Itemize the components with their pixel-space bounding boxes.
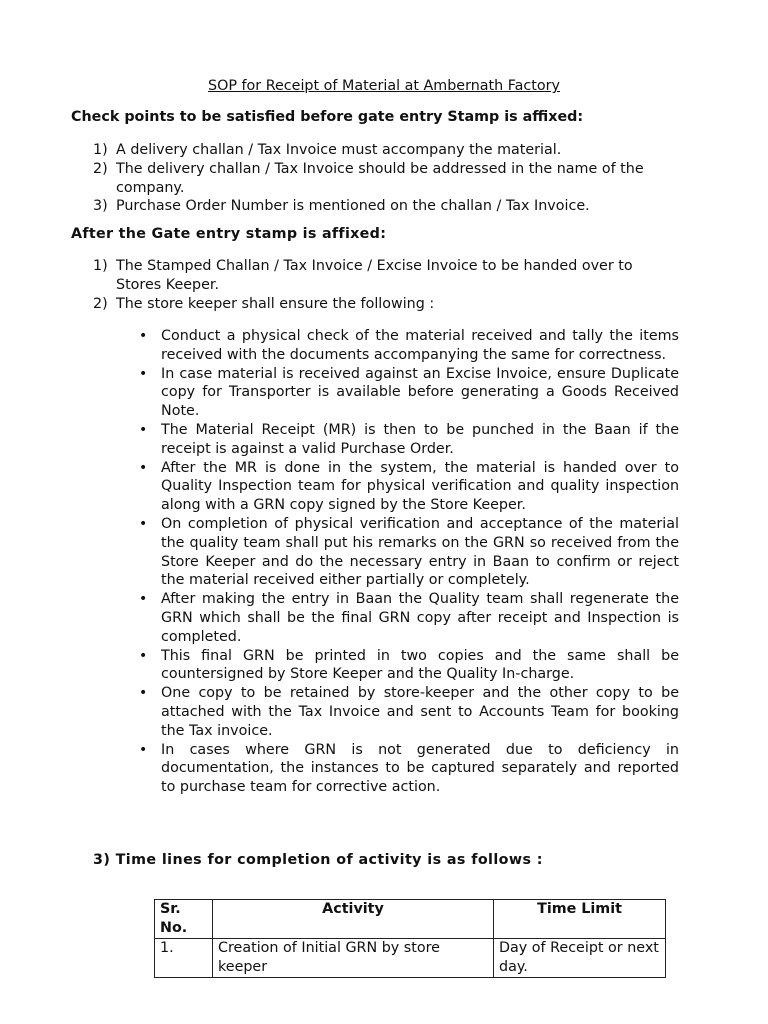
bullet-icon: •	[139, 459, 148, 476]
bullet-text: The Material Receipt (MR) is then to be punched in the Baan if the receipt is against a valid Purchase Order.	[161, 421, 679, 457]
cell-sr-no: 1.	[155, 939, 213, 978]
column-header-activity: Activity	[213, 900, 494, 939]
bullet-item	[139, 459, 679, 515]
bullet-icon: •	[139, 591, 148, 608]
list-number: 1)	[93, 142, 108, 158]
bullet-icon: •	[139, 421, 148, 438]
bullet-item	[139, 741, 679, 797]
section-heading-gate-entry-checkpoints: Check points to be satisfied before gate entry Stamp is affixed:	[71, 109, 584, 125]
list-number: 1)	[93, 258, 108, 274]
checkpoint-list	[93, 141, 693, 216]
list-text: Purchase Order Number is mentioned on the challan / Tax Invoice.	[116, 198, 590, 215]
table-header-row	[155, 900, 666, 939]
section-heading-after-gate-entry: After the Gate entry stamp is affixed:	[71, 226, 387, 242]
bullet-text: One copy to be retained by store-keeper and the other copy to be attached with the Tax Invoice and sent to Accounts Team for booking the Tax invoice.	[161, 685, 679, 739]
list-item	[93, 141, 693, 160]
bullet-item	[139, 327, 679, 365]
bullet-text: In cases where GRN is not generated due to deficiency in documentation, the instances to be captured separately and reported to purchase team for corrective action.	[161, 741, 679, 796]
bullet-item	[139, 684, 679, 740]
list-item	[93, 295, 693, 314]
bullet-item	[139, 365, 679, 421]
bullet-icon: •	[139, 328, 148, 344]
bullet-item	[139, 590, 679, 646]
column-header-sr-no: Sr. No.	[155, 900, 213, 939]
store-keeper-bullet-list	[139, 327, 679, 797]
list-number: 2)	[93, 160, 108, 177]
bullet-text: After making the entry in Baan the Quality team shall regenerate the GRN which shall be the final GRN copy after receipt and Inspection is completed.	[161, 591, 679, 645]
bullet-icon: •	[139, 365, 148, 382]
list-text: The delivery challan / Tax Invoice should be addressed in the name of the company.	[116, 160, 644, 196]
cell-time-limit: Day of Receipt or next day.	[494, 939, 666, 978]
bullet-text: Conduct a physical check of the material received and tally the items received with the documents accompanying the same for correctness.	[161, 328, 679, 363]
time-limit-table	[154, 899, 666, 978]
list-text: The store keeper shall ensure the following :	[116, 295, 435, 312]
bullet-text: On completion of physical verification and acceptance of the material the quality team shall put his remarks on the GRN so received from the Store Keeper and do the necessary entry in Baan to confirm or reject the material received either partially or completely.	[161, 515, 679, 589]
list-text: The Stamped Challan / Tax Invoice / Excise Invoice to be handed over to Stores Keeper.	[116, 258, 633, 293]
document-title: SOP for Receipt of Material at Ambernath Factory	[208, 78, 560, 94]
column-header-time-limit: Time Limit	[494, 900, 666, 939]
after-entry-list	[93, 257, 693, 313]
bullet-text: After the MR is done in the system, the material is handed over to Quality Inspection team for physical verification and quality inspection along with a GRN copy signed by the Store Keeper.	[161, 459, 679, 514]
list-number: 3)	[93, 198, 108, 215]
list-text: A delivery challan / Tax Invoice must accompany the material.	[116, 142, 562, 158]
bullet-item	[139, 421, 679, 459]
list-item	[93, 197, 693, 216]
bullet-icon: •	[139, 515, 148, 532]
bullet-icon: •	[139, 647, 148, 664]
bullet-icon: •	[139, 741, 148, 758]
section-heading-time-lines: 3) Time lines for completion of activity is as follows :	[93, 852, 543, 868]
bullet-text: In case material is received against an Excise Invoice, ensure Duplicate copy for Transporter is available before generating a Goods Received Note.	[161, 365, 679, 420]
cell-activity: Creation of Initial GRN by store keeper	[213, 939, 494, 978]
bullet-text: This final GRN be printed in two copies and the same shall be countersigned by Store Keeper and the Quality In-charge.	[161, 647, 679, 683]
list-number: 2)	[93, 295, 108, 312]
bullet-item	[139, 647, 679, 685]
bullet-item	[139, 515, 679, 590]
table-row	[155, 939, 666, 978]
list-item	[93, 160, 693, 198]
bullet-icon: •	[139, 685, 148, 702]
list-item	[93, 257, 693, 295]
